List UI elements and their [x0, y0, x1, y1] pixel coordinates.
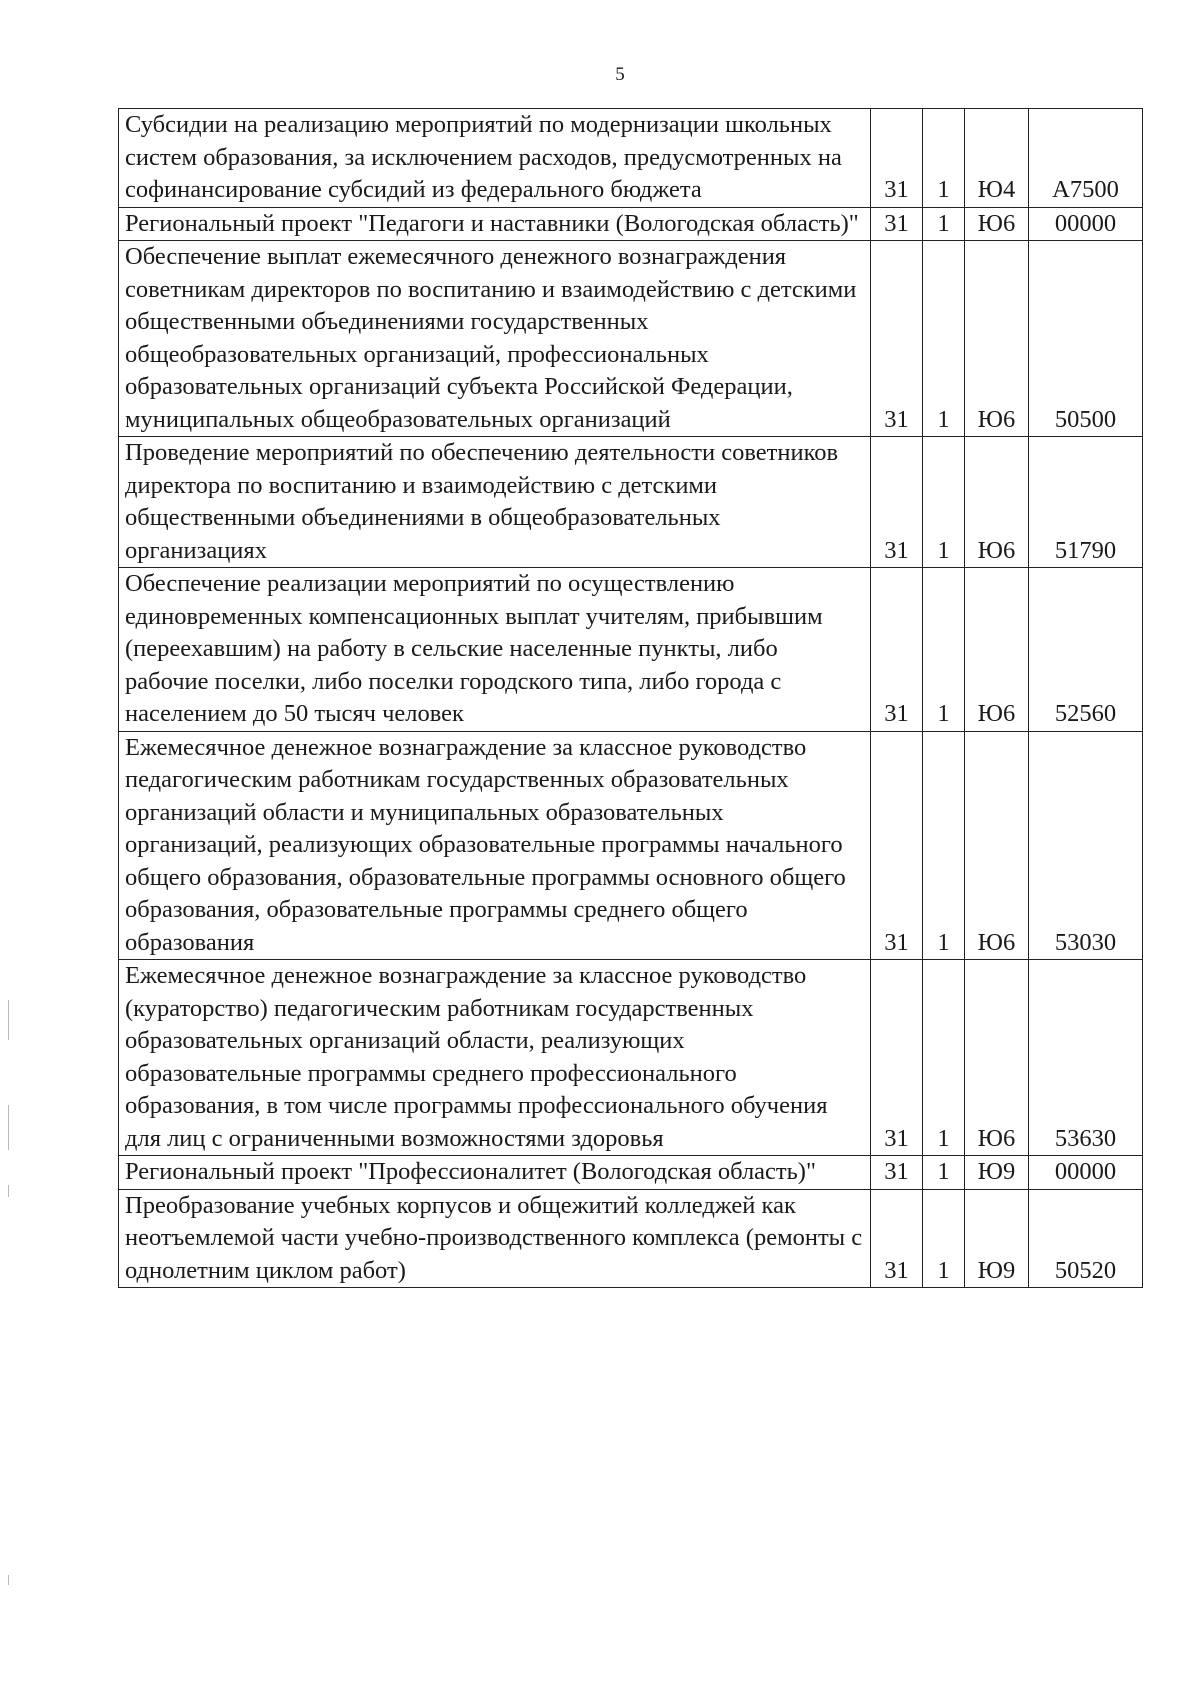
direction-code: 00000	[1029, 1156, 1143, 1190]
row-description: Региональный проект "Профессионалитет (Вологодская область)"	[119, 1156, 871, 1190]
table-row	[119, 568, 1143, 732]
table-row	[119, 109, 1143, 208]
direction-code: 50500	[1029, 241, 1143, 437]
row-description: Ежемесячное денежное вознаграждение за классное руководство (кураторство) педагогическим работникам государственных образовательных организаций области, реализующих образовательные программы среднего профессионального образования, в том числе программы профессионального обучения для лиц с ограниченными возможностями здоровья	[119, 960, 871, 1156]
section-code: 31	[871, 437, 923, 568]
section-code: 31	[871, 731, 923, 960]
scan-margin-mark	[8, 1185, 9, 1197]
subsection-code: 1	[923, 241, 965, 437]
row-description: Проведение мероприятий по обеспечению деятельности советников директора по воспитанию и взаимодействию с детскими общественными объединениями в общеобразовательных организациях	[119, 437, 871, 568]
table-body	[119, 109, 1143, 1288]
project-code: Ю6	[965, 960, 1029, 1156]
table-row	[119, 207, 1143, 241]
project-code: Ю6	[965, 207, 1029, 241]
direction-code: 53630	[1029, 960, 1143, 1156]
page-number: 5	[615, 64, 625, 85]
subsection-code: 1	[923, 1189, 965, 1288]
subsection-code: 1	[923, 731, 965, 960]
section-code: 31	[871, 241, 923, 437]
direction-code: 00000	[1029, 207, 1143, 241]
subsection-code: 1	[923, 437, 965, 568]
row-description: Субсидии на реализацию мероприятий по модернизации школьных систем образования, за исключением расходов, предусмотренных на софинансирование субсидий из федерального бюджета	[119, 109, 871, 208]
subsection-code: 1	[923, 960, 965, 1156]
table-row	[119, 731, 1143, 960]
row-description: Обеспечение реализации мероприятий по осуществлению единовременных компенсационных выплат учителям, прибывшим (переехавшим) на работу в сельские населенные пункты, либо рабочие поселки, либо поселки городского типа, либо города с населением до 50 тысяч человек	[119, 568, 871, 732]
project-code: Ю6	[965, 568, 1029, 732]
project-code: Ю9	[965, 1189, 1029, 1288]
section-code: 31	[871, 109, 923, 208]
subsection-code: 1	[923, 109, 965, 208]
scan-margin-mark	[8, 1575, 9, 1585]
table-row	[119, 1156, 1143, 1190]
scan-margin-mark	[8, 1105, 9, 1150]
direction-code: 53030	[1029, 731, 1143, 960]
project-code: Ю6	[965, 437, 1029, 568]
table-row	[119, 241, 1143, 437]
direction-code: 52560	[1029, 568, 1143, 732]
table-row	[119, 437, 1143, 568]
row-description: Ежемесячное денежное вознаграждение за классное руководство педагогическим работникам государственных образовательных организаций области и муниципальных образовательных организаций, реализующих образовательные программы начального общего образования, образовательные программы основного общего образования, образовательные программы среднего общего образования	[119, 731, 871, 960]
row-description: Преобразование учебных корпусов и общежитий колледжей как неотъемлемой части учебно-производственного комплекса (ремонты с однолетним циклом работ)	[119, 1189, 871, 1288]
table-row	[119, 960, 1143, 1156]
section-code: 31	[871, 207, 923, 241]
scan-margin-mark	[8, 1000, 9, 1040]
subsection-code: 1	[923, 207, 965, 241]
direction-code: А7500	[1029, 109, 1143, 208]
section-code: 31	[871, 568, 923, 732]
direction-code: 50520	[1029, 1189, 1143, 1288]
subsection-code: 1	[923, 568, 965, 732]
table-row	[119, 1189, 1143, 1288]
subsection-code: 1	[923, 1156, 965, 1190]
project-code: Ю4	[965, 109, 1029, 208]
row-description: Обеспечение выплат ежемесячного денежного вознаграждения советникам директоров по воспитанию и взаимодействию с детскими общественными объединениями государственных общеобразовательных организаций, профессиональных образовательных организаций субъекта Российской Федерации, муниципальных общеобразовательных организаций	[119, 241, 871, 437]
project-code: Ю6	[965, 731, 1029, 960]
section-code: 31	[871, 1189, 923, 1288]
project-code: Ю6	[965, 241, 1029, 437]
project-code: Ю9	[965, 1156, 1029, 1190]
budget-classification-table	[118, 108, 1143, 1288]
direction-code: 51790	[1029, 437, 1143, 568]
section-code: 31	[871, 1156, 923, 1190]
section-code: 31	[871, 960, 923, 1156]
row-description: Региональный проект "Педагоги и наставники (Вологодская область)"	[119, 207, 871, 241]
